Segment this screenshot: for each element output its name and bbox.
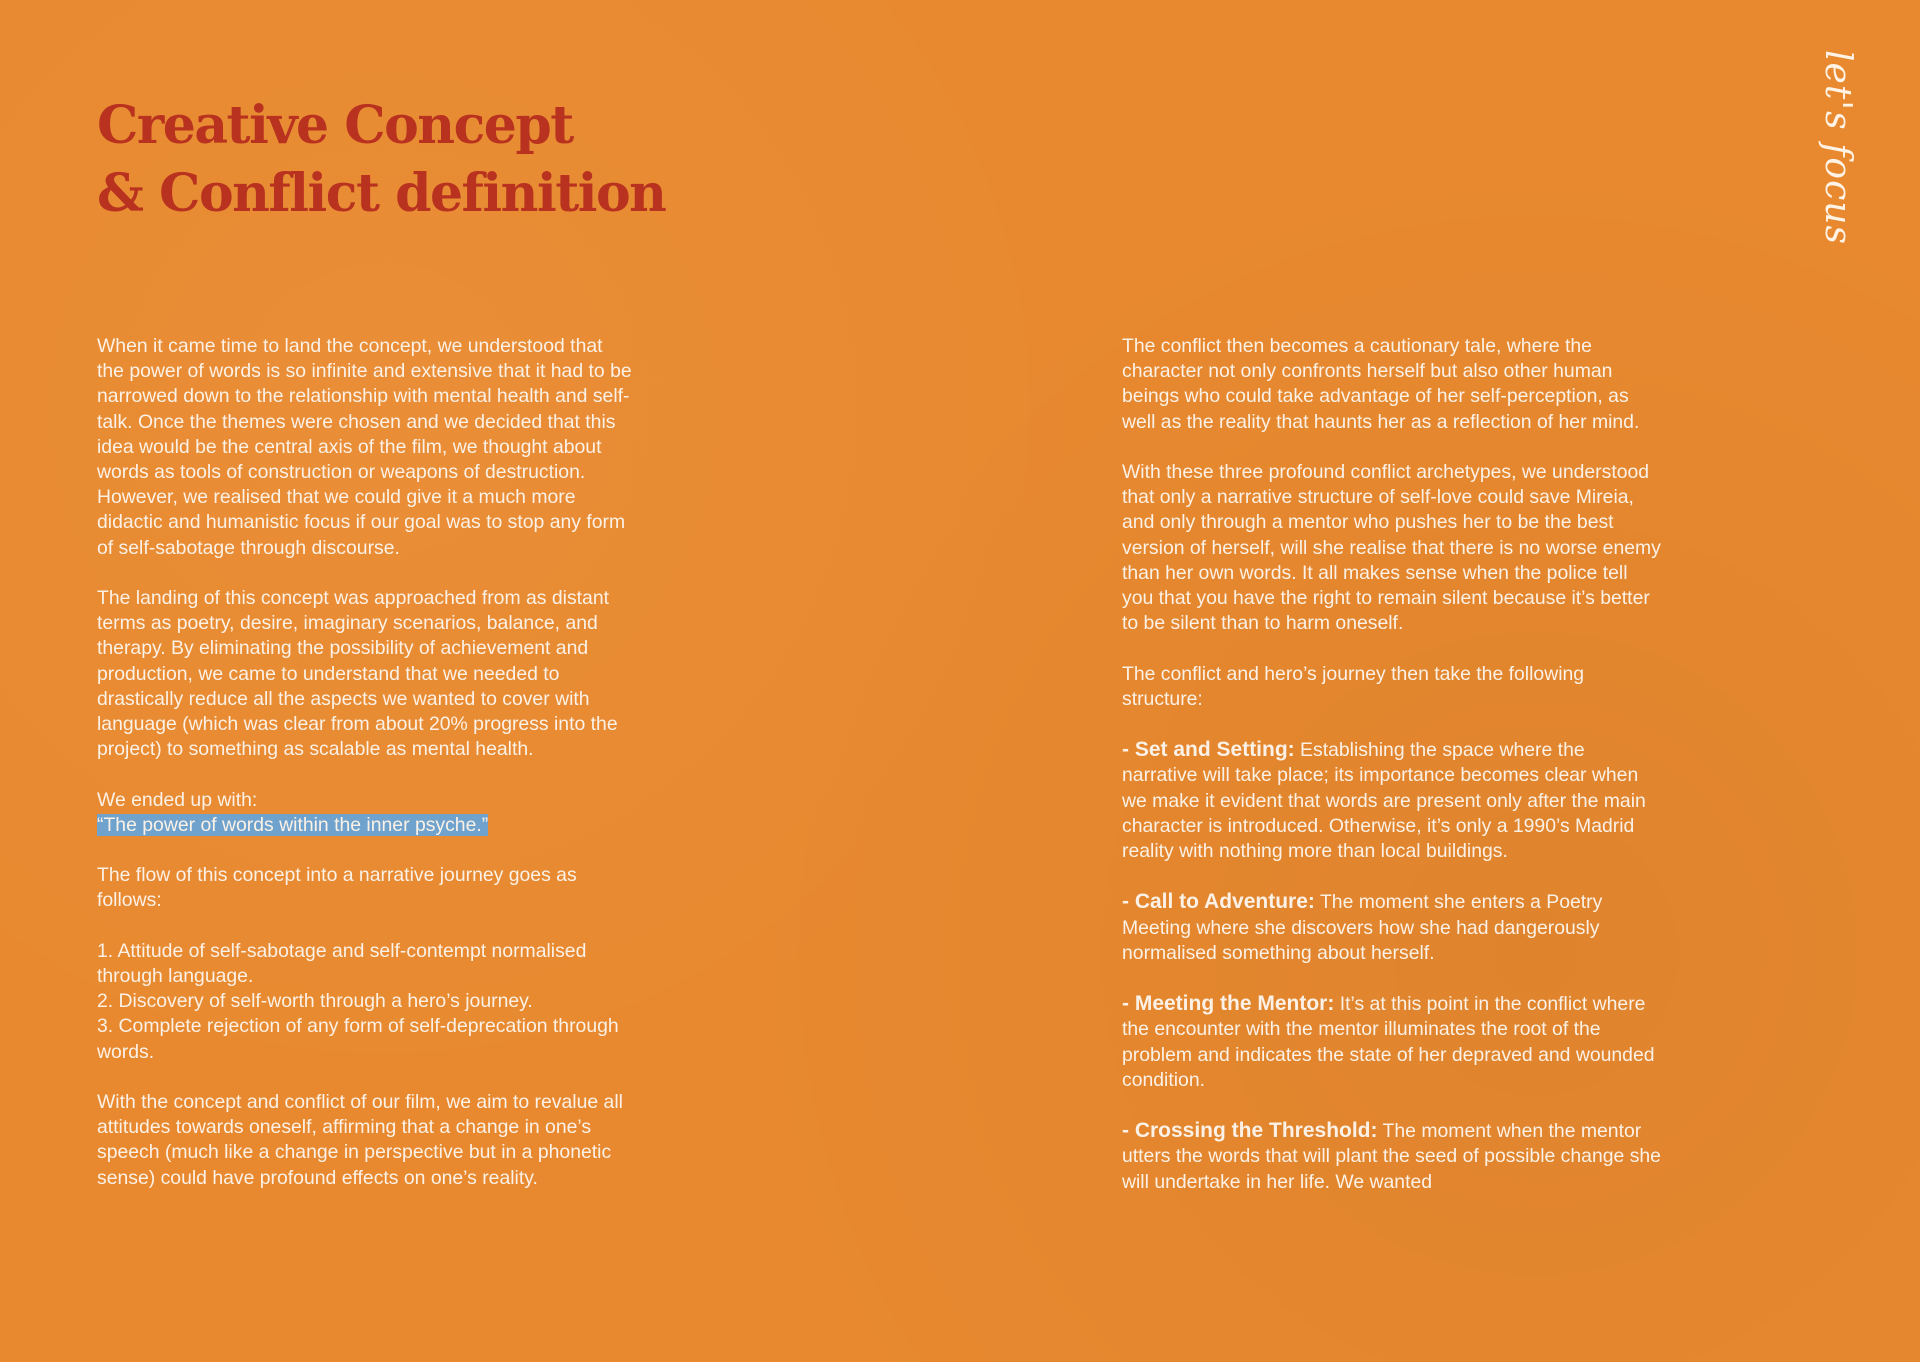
stage-label: - Call to Adventure: [1122,890,1315,914]
paragraph: With the concept and conflict of our film, we aim to revalue all attitudes towards oneself, affirming that a change in one’s speech (much like a change in perspective but in a phonetic sense) could have profound effects on one’s reality. [97,1091,623,1189]
stage-label: - Crossing the Threshold: [1122,1119,1378,1143]
paragraph: With these three profound conflict archetypes, we understood that only a narrative structure of self-love could save Mireia, and only through a mentor who pushes her to be the best version of herself, will she realise that there is no worse enemy than her own words. It all makes sense when the police tell you that you have the right to remain silent because it’s better to be silent than to harm oneself. [1122,461,1661,635]
stage-text: The moment when the mentor utters the words that will plant the seed of possible change she will undertake in her life. We wanted [1122,1120,1661,1193]
list-item: 3. Complete rejection of any form of self-deprecation through words. [97,1015,619,1063]
paragraph: When it came time to land the concept, we understood that the power of words is so infinite and extensive that it had to be narrowed down to the relationship with mental health and self-talk. Once the themes were chosen and we decided that this idea would be the central axis of the film, we thought about words as tools of construction or weapons of destruction. However, we realised that we could give it a much more didactic and humanistic focus if our goal was to stop any form of self-sabotage through discourse. [97,335,632,559]
ended-up-label: We ended up with: [97,788,258,811]
stage-label: - Set and Setting: [1122,738,1295,762]
page-title [97,92,665,228]
list-item: 1. Attitude of self-sabotage and self-contempt normalised through language. [97,939,587,988]
stage-item [1122,991,1662,1093]
stage-item [1122,737,1662,864]
list-item: 2. Discovery of self-worth through a hero’s journey. [97,990,533,1013]
stage-item [1122,1118,1662,1195]
title-line-2: & Conflict definition [97,163,666,224]
right-column [1122,334,1662,1220]
stage-text: The moment she enters a Poetry Meeting where she discovers how she had dangerously normalised something about herself. [1122,891,1603,964]
left-column [97,334,632,1216]
highlighted-quote[interactable]: “The power of words within the inner psyche.” [97,813,489,836]
stage-text: It’s at this point in the conflict where the encounter with the mentor illuminates the root of the problem and indicates the state of her depraved and wounded condition. [1122,993,1655,1091]
paragraph: The flow of this concept into a narrative journey goes as follows: [97,864,577,912]
stage-item [1122,889,1662,966]
paragraph: The landing of this concept was approached from as distant terms as poetry, desire, imaginary scenarios, balance, and therapy. By eliminating the possibility of achievement and production, we came to understand that we needed to drastically reduce all the aspects we wanted to cover with language (which was clear from about 20% progress into the project) to something as scalable as mental health. [97,587,618,761]
paragraph: The conflict and hero’s journey then take the following structure: [1122,662,1585,710]
title-line-1: Creative Concept [97,95,573,156]
stage-text: Establishing the space where the narrative will take place; its importance becomes clear when we make it evident that words are present only after the main character is introduced. Otherwise, it’s only a 1990’s Madrid reality with nothing more than local buildings. [1122,739,1646,863]
stage-label: - Meeting the Mentor: [1122,992,1335,1016]
signature-text: let's focus [1817,50,1858,245]
paragraph: The conflict then becomes a cautionary tale, where the character not only confronts herself but also other human beings who could take advantage of her self-perception, as well as the reality that haunts her as a reflection of her mind. [1122,335,1640,433]
